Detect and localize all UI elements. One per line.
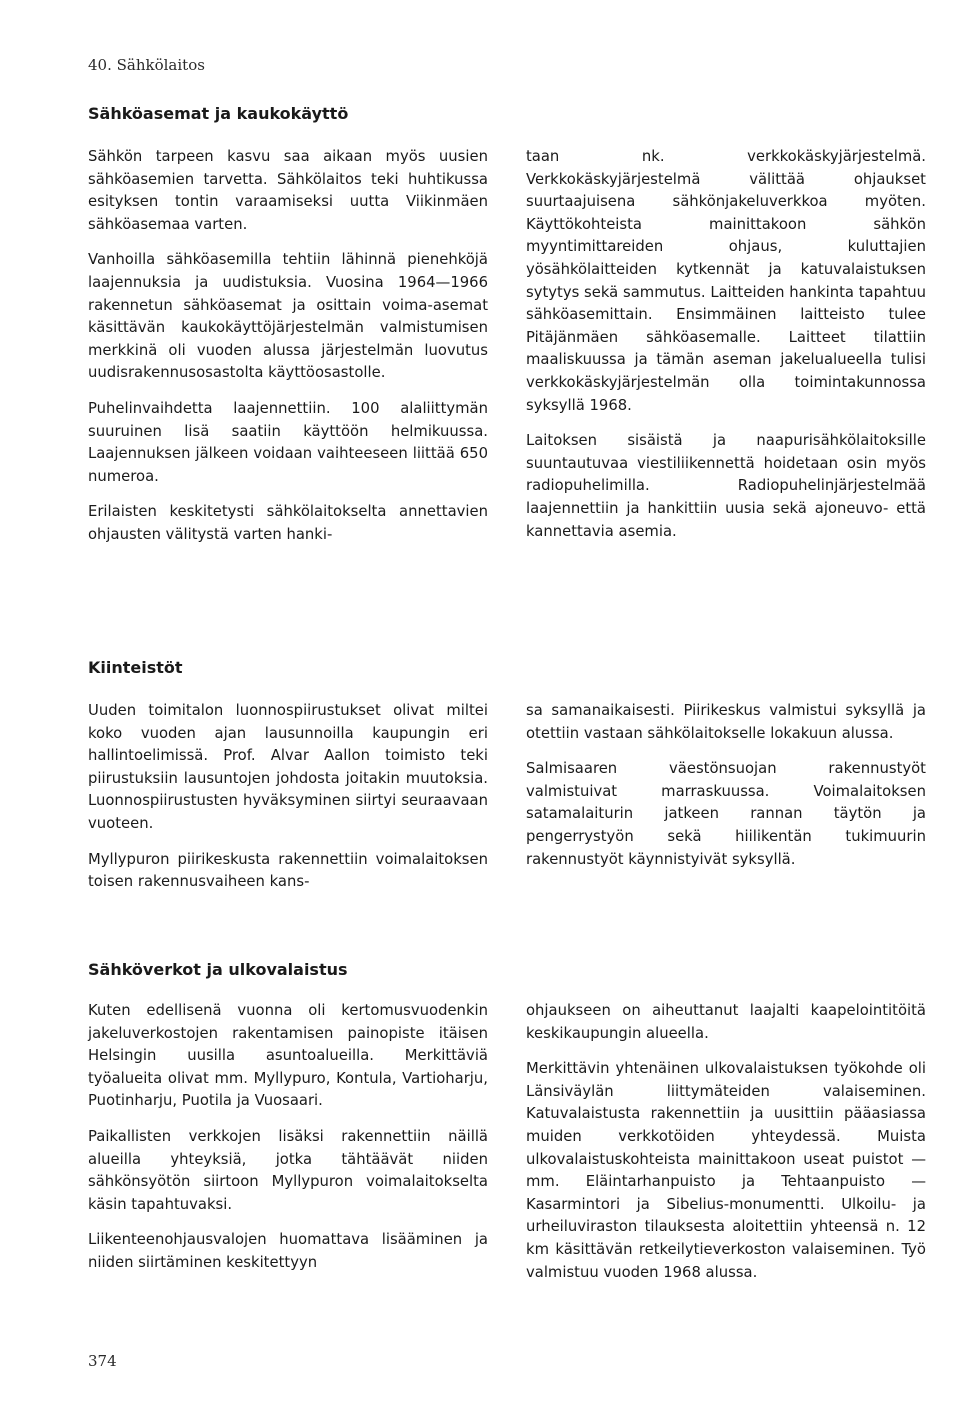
paragraph: Merkittävin yhtenäinen ulkovalaistuksen työkohde oli Länsiväylän liittymäteiden valaiseminen. Katuvalaistusta rakennettiin ja uusittiin pääasiassa muiden verkkotöiden yhteydessä. Muista ulkovalaistuskohteista mainittakoon useat puistot — mm. Eläintarhanpuisto ja Tehtaanpuisto — Kasarmintori ja Sibelius-monumentti. Ulkoilu- ja urheiluviraston tilauksesta aloitettiin yhteensä n. 12 km käsittävän retkeilytieverkoston valaiseminen. Työ valmistuu vuoden 1968 alussa.: [526, 1060, 926, 1281]
paragraph: Kuten edellisenä vuonna oli kertomusvuodenkin jakeluverkostojen rakentamisen painopiste itäisen Helsingin uusilla asuntoalueilla. Merkittäviä työalueita olivat mm. Myllypuro, Kontula, Vartioharju, Puotinharju, Puotila ja Vuosaari.: [88, 1002, 488, 1110]
substations-right-column: [526, 146, 926, 556]
paragraph: Liikenteenohjausvalojen huomattava lisääminen ja niiden siirtäminen keskitettyyn: [88, 1231, 488, 1271]
paragraph: ohjaukseen on aiheuttanut laajalti kaapelointitöitä keskikaupungin alueella.: [526, 1002, 926, 1042]
networks-left-column: [88, 1000, 488, 1288]
networks-right-column: [526, 1000, 926, 1297]
paragraph: Paikallisten verkkojen lisäksi rakennettiin näillä alueilla yhteyksiä, jotka tähtäävät niiden sähkönsyötön siirtoon Myllypuron voimalaitokselta käsin tapahtuvaksi.: [88, 1127, 488, 1213]
paragraph: Erilaisten keskitetysti sähkölaitokselta annettavien ohjausten välitystä varten hanki-: [88, 503, 488, 543]
paragraph: Uuden toimitalon luonnospiirustukset olivat miltei koko vuoden ajan lausunnoilla kaupungin eri hallintoelimissä. Prof. Alvar Aallon toimisto teki piirustuksiin lausuntojen johdosta joitakin muutoksia. Luonnospiirustusten hyväksyminen siirtyi seuraavaan vuoteen.: [88, 702, 488, 832]
paragraph: Vanhoilla sähköasemilla tehtiin lähinnä pienehköjä laajennuksia ja uudistuksia. Vuosina 1964—1966 rakennetun sähköasemat ja osittain voima-asemat käsittävän kaukokäyttöjärjestelmän valmistumisen merkkinä oli vuoden alussa järjestelmän luovutus uudisrakennusosastolta käyttöosastolle.: [88, 251, 488, 382]
substations-left-column: [88, 146, 488, 560]
paragraph: Myllypuron piirikeskusta rakennettiin voimalaitoksen toisen rakennusvaiheen kans-: [88, 850, 488, 891]
real-estate-left-column: [88, 700, 488, 907]
paragraph: Sähkön tarpeen kasvu saa aikaan myös uusien sähköasemien tarvetta. Sähkölaitos teki huhtikussa esityksen tontin varaamiseksi uutta Viikinmäen sähköasemaa varten.: [88, 148, 488, 233]
paragraph: Laitoksen sisäistä ja naapurisähkölaitoksille suuntautuvaa viestiliikennettä hoidetaan osin myös radiopuhelimilla. Radiopuhelinjärjestelmää laajennettiin ja hankittiin uusia sekä ajoneuvo- että kannettavia asemia.: [526, 432, 926, 540]
section-title-networks-lighting: Sähköverkot ja ulkovalaistus: [88, 960, 348, 979]
page-number: 374: [88, 1352, 117, 1370]
paragraph: Salmisaaren väestönsuojan rakennustyöt valmistuivat marraskuussa. Voimalaitoksen satamalaiturin jatkeen rannan täytön ja pengerrystyön sekä hiilikentän tukimuurin rakennustyöt käynnistyivät syksyllä.: [526, 760, 926, 868]
real-estate-right-column: [526, 700, 926, 884]
paragraph: sa samanaikaisesti. Piirikeskus valmistui syksyllä ja otettiin vastaan sähkölaitokselle lokakuun alussa.: [526, 702, 926, 742]
paragraph: Puhelinvaihdetta laajennettiin. 100 alaliittymän suuruinen lisä saatiin käyttöön helmikuussa. Laajennuksen jälkeen voidaan vaihteeseen liittää 650 numeroa.: [88, 399, 488, 485]
section-title-real-estate: Kiinteistöt: [88, 658, 183, 677]
page-header: 40. Sähkölaitos: [88, 56, 205, 74]
paragraph: taan nk. verkkokäskyjärjestelmä. Verkkokäskyjärjestelmä välittää ohjaukset suurtaajuisena sähkönjakeluverkkoa myöten. Käyttökohteista mainittakoon sähkön myyntimittareiden ohjaus, kuluttajien yösähkölaitteiden kytkennät ja katuvalaistuksen sytytys sekä sammutus. Laitteiden hankinta tapahtuu sähköasemittain. Ensimmäinen laitteisto tulee Pitäjänmäen sähköasemalle. Laitteet tilattiin maaliskuussa ja tämän aseman jakelualueella tulisi verkkokäskyjärjestelmän olla toimintakunnossa syksyllä 1968.: [526, 148, 926, 414]
section-title-substations: Sähköasemat ja kaukokäyttö: [88, 104, 349, 123]
